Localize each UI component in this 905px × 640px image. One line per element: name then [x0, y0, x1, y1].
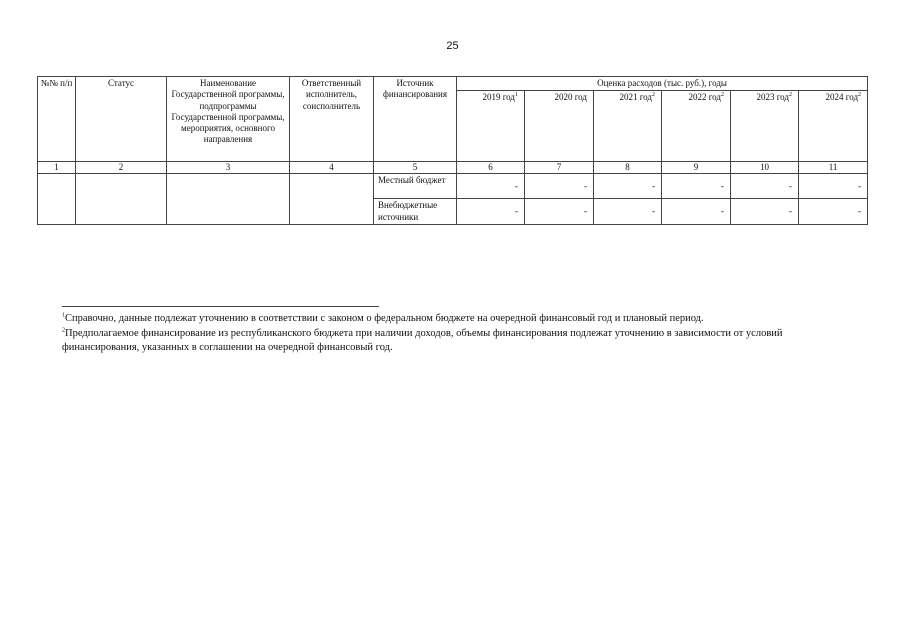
column-number: 3 [167, 162, 290, 174]
header-source: Источник финансирования [374, 77, 457, 162]
year-header: 2024 год$^2$ [799, 91, 868, 162]
cell-value: - [662, 174, 731, 199]
cell-value: - [457, 199, 525, 225]
cell-value: - [799, 199, 868, 225]
cell-value: - [731, 199, 799, 225]
column-number: 5 [374, 162, 457, 174]
expenditure-table [37, 76, 868, 225]
column-number-row [38, 162, 868, 174]
cell-value: - [525, 199, 594, 225]
footnotes [62, 312, 852, 356]
cell-value: - [731, 174, 799, 199]
cell-num [38, 174, 76, 225]
header-row [38, 77, 868, 91]
table-row [38, 174, 868, 199]
page-number: 25 [446, 40, 459, 52]
year-header: 2020 год [525, 91, 594, 162]
column-number: 4 [290, 162, 374, 174]
column-number: 6 [457, 162, 525, 174]
column-number: 8 [594, 162, 662, 174]
column-number: 9 [662, 162, 731, 174]
column-number: 10 [731, 162, 799, 174]
cell-value: - [594, 199, 662, 225]
year-header: 2023 год$^2$ [731, 91, 799, 162]
cell-source: Внебюджетные источники [374, 199, 457, 225]
header-estimate: Оценка расходов (тыс. руб.), годы [457, 77, 868, 91]
cell-value: - [662, 199, 731, 225]
header-num: №№ п/п [38, 77, 76, 162]
cell-value: - [799, 174, 868, 199]
column-number: 7 [525, 162, 594, 174]
footnote-1: $^1$Справочно, данные подлежат уточнению в соответствии с законом о федеральном бюджете на очередной финансовый год и плановый период. [62, 312, 704, 324]
column-number: 11 [799, 162, 868, 174]
cell-value: - [457, 174, 525, 199]
year-header: 2021 год$^2$ [594, 91, 662, 162]
column-number: 1 [38, 162, 76, 174]
cell-executor [290, 174, 374, 225]
cell-status [76, 174, 167, 225]
column-number: 2 [76, 162, 167, 174]
footnote-2: $^2$Предполагаемое финансирование из республиканского бюджета при наличии доходов, объемы финансирования подлежат уточнению в зависимости от условий финансирования, указанных в соглашении на очередной финансовый год. [62, 327, 783, 353]
year-header: 2022 год$^2$ [662, 91, 731, 162]
header-status: Статус [76, 77, 167, 162]
header-name: Наименование Государственной программы, подпрограммы Государственной программы, мероприятия, основного направления [167, 77, 290, 162]
cell-name [167, 174, 290, 225]
cell-value: - [594, 174, 662, 199]
year-header: 2019 год$^1$ [457, 91, 525, 162]
header-executor: Ответственный исполнитель, соисполнитель [290, 77, 374, 162]
footnote-separator [62, 306, 379, 307]
cell-value: - [525, 174, 594, 199]
cell-source: Местный бюджет [374, 174, 457, 199]
